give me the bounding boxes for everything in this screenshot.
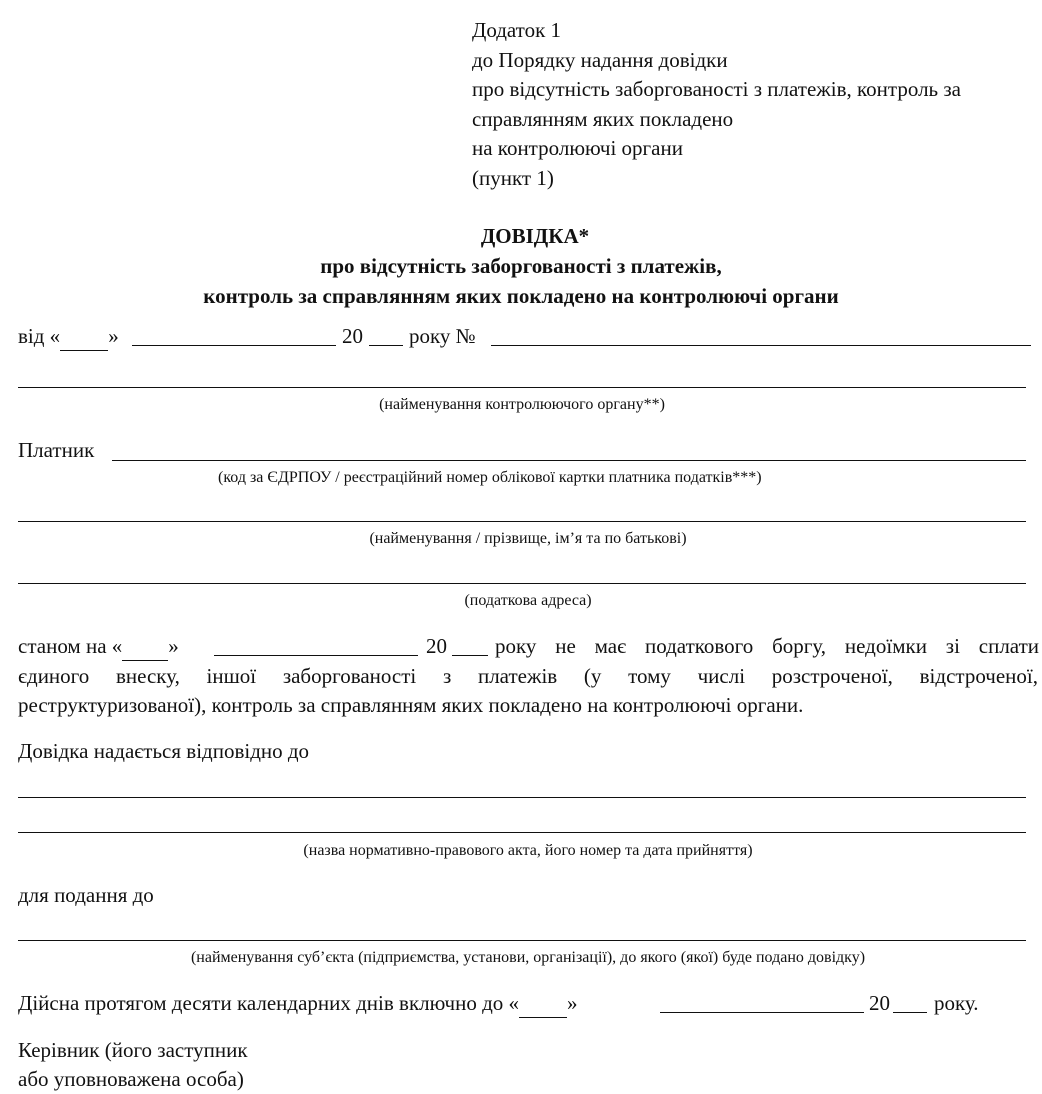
quote-close: » [168,634,179,658]
year-group [342,321,363,351]
status-as-of-label: станом на « [18,634,123,658]
appendix-line: до Порядку надання довідки [472,47,728,72]
year-prefix: 20 [342,324,363,348]
status-month-field[interactable] [214,655,418,656]
authority-caption: (найменування контролюючого органу**) [379,396,665,413]
appendix-block [472,15,961,193]
date-from-label: від « [18,324,61,348]
year-number-label: року № [409,324,476,348]
signature-line2: або уповноважена особа) [18,1067,244,1091]
payer-name-caption: (найменування / прізвище, ім’я та по батькові) [369,530,687,547]
status-start [18,631,179,661]
signature-line1: Керівник (його заступник [18,1038,248,1062]
validity-day-field[interactable] [519,995,567,1018]
status-line3: реструктуризованої), контроль за справлянням яких покладено на контролюючі органи. [18,693,804,717]
status-year-prefix: 20 [426,634,447,658]
validity-label: Дійсна протягом десяти календарних днів включно до « [18,991,520,1015]
validity-month-field[interactable] [660,1012,864,1013]
basis-field-line1[interactable] [18,797,1026,798]
status-line1-rest: року не має податкового боргу, недоїмки зі сплати [495,634,1039,658]
certificate-number-field[interactable] [491,345,1031,346]
validity-year-field[interactable] [893,1012,927,1013]
authority-name-field[interactable] [18,387,1026,388]
document-subtitle-line1: про відсутність заборгованості з платежів, [320,254,722,278]
submit-label: для подання до [18,883,154,907]
payer-label: Платник [18,438,95,462]
recipient-caption: (найменування суб’єкта (підприємства, установи, організації), до якого (якої) буде подано довідку) [190,949,866,966]
quote-close: » [567,991,578,1015]
document-title: ДОВІДКА* [480,224,590,248]
tax-address-caption: (податкова адреса) [464,592,592,609]
status-year-field[interactable] [452,655,488,656]
status-day-field[interactable] [122,638,168,661]
appendix-line: Додаток 1 [472,18,562,42]
payer-code-caption: (код за ЄДРПОУ / реєстраційний номер облікової картки платника податків***) [218,469,762,486]
recipient-field[interactable] [18,940,1026,941]
appendix-line: на контролюючі органи [472,136,683,161]
year-field[interactable] [369,345,403,346]
day-field[interactable] [60,328,108,351]
payer-name-field[interactable] [18,521,1026,522]
validity-year-prefix: 20 [869,991,890,1015]
basis-field-line2[interactable] [18,832,1026,833]
tax-address-field[interactable] [18,583,1026,584]
appendix-line: (пункт 1) [472,165,554,190]
basis-label: Довідка надається відповідно до [18,739,310,763]
quote-close: » [108,324,119,348]
month-field[interactable] [132,345,336,346]
validity-row [18,988,578,1018]
validity-year-word: року. [934,991,979,1015]
appendix-line: про відсутність заборгованості з платежів, контроль за [472,77,961,102]
date-number-row [18,321,119,351]
status-line2: єдиного внеску, іншої заборгованості з платежів (у тому числі розстроченої, відстроченої, [18,664,1038,688]
payer-code-field[interactable] [112,460,1026,461]
basis-caption: (назва нормативно-правового акта, його номер та дата прийняття) [303,842,753,859]
appendix-line: справлянням яких покладено [472,106,734,131]
document-subtitle-line2: контроль за справлянням яких покладено на контролюючі органи [203,284,839,308]
